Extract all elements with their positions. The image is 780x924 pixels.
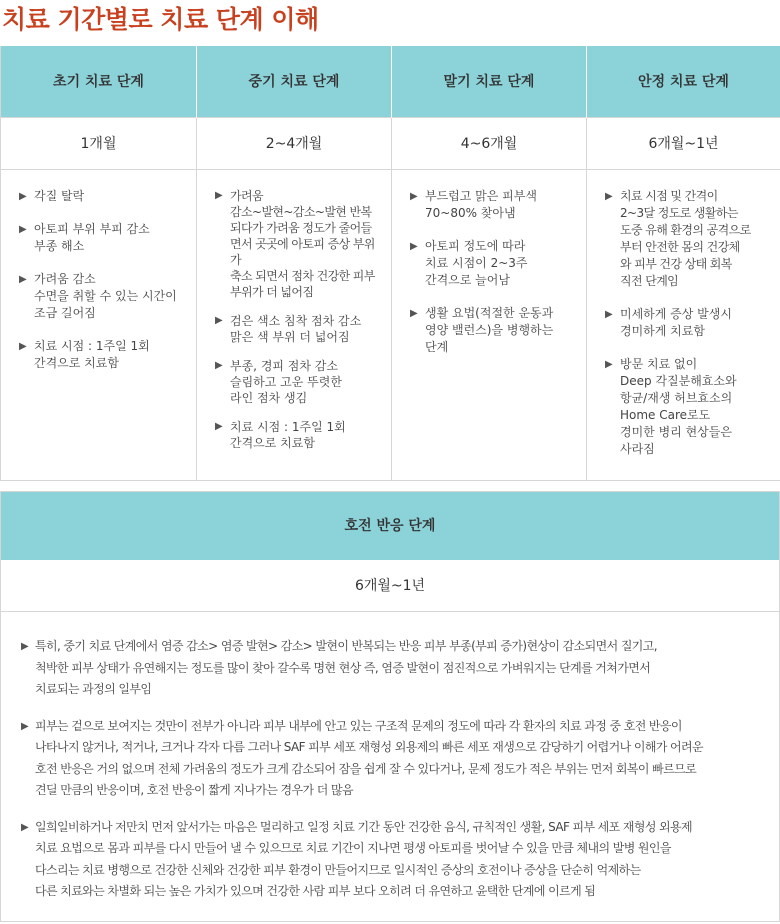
stage-details-late	[392, 169, 587, 480]
arrow-bullet-icon: ▶	[605, 308, 613, 320]
stage-period-stable: 6개월~1년	[587, 117, 780, 169]
list-item	[410, 188, 576, 222]
arrow-bullet-icon: ▶	[215, 189, 223, 201]
arrow-bullet-icon: ▶	[410, 190, 418, 202]
list-item	[19, 338, 186, 372]
stage-item-list	[605, 188, 770, 458]
treatment-stages-table	[0, 46, 780, 481]
item-text: 부종, 경피 점차 감소 슬림하고 고운 뚜렷한 라인 점차 생김	[230, 358, 342, 405]
item-text: 아토피 부위 부피 감소 부종 해소	[34, 221, 150, 253]
arrow-bullet-icon: ▶	[605, 190, 613, 202]
arrow-bullet-icon: ▶	[410, 240, 418, 252]
response-stage-body	[1, 612, 779, 903]
arrow-bullet-icon: ▶	[19, 223, 27, 235]
item-text: 각질 탈락	[34, 188, 85, 203]
item-text: 치료 시점 : 1주일 1회 간격으로 치료함	[34, 338, 150, 370]
stage-period-middle: 2~4개월	[197, 117, 392, 169]
item-text: 생활 요법(적절한 운동과 영양 밸런스)을 병행하는 단계	[425, 305, 554, 354]
response-paragraph	[21, 716, 767, 802]
stage-item-list	[215, 188, 381, 451]
list-item	[410, 238, 576, 289]
item-text: 부드럽고 맑은 피부색 70~80% 찾아냄	[425, 188, 537, 220]
arrow-bullet-icon: ▶	[410, 307, 418, 319]
stage-period-late: 4~6개월	[392, 117, 587, 169]
stage-header-early: 초기 치료 단계	[1, 46, 197, 117]
list-item	[215, 419, 381, 451]
list-item	[215, 313, 381, 345]
arrow-bullet-icon: ▶	[19, 340, 27, 352]
list-item	[605, 306, 770, 340]
item-text: 치료 시점 : 1주일 1회 간격으로 치료함	[230, 419, 346, 450]
arrow-bullet-icon: ▶	[19, 273, 27, 285]
stage-header-late: 말기 치료 단계	[392, 46, 587, 117]
arrow-bullet-icon: ▶	[21, 821, 29, 833]
list-item	[605, 356, 770, 458]
stage-item-list	[410, 188, 576, 356]
arrow-bullet-icon: ▶	[21, 641, 29, 652]
page-title: 치료 기간별로 치료 단계 이해	[2, 5, 319, 34]
response-stage-period: 6개월~1년	[1, 560, 779, 612]
improvement-response-section	[0, 491, 780, 922]
item-text: 가려움 감소~발현~감소~발현 반복 되다가 가려움 정도가 줄어들 면서 곳곳에 아토피 증상 부위가 축소 되면서 점차 건강한 피부 부위가 더 넓어짐	[230, 188, 375, 299]
stage-item-list	[19, 188, 186, 372]
item-text: 가려움 감소 수면을 취할 수 있는 시간이 조금 길어짐	[34, 271, 177, 320]
list-item	[19, 271, 186, 322]
paragraph-text: 피부는 겉으로 보여지는 것만이 전부가 아니라 피부 내부에 안고 있는 구조적 문제의 정도에 따라 각 환자의 치료 과정 중 호전 반응이 나타나지 않거나, 적거나, 크거나 각자 다름 그러나 SAF 피부 세포 재형성 외용제의 빠른 세포 재생으로 감당하기 어렵거나 이해가 어려운 호전 반응은 거의 없으며 전체 가려움의 정도가 크게 감소되어 잠을 쉽게 잘 수 있다거나, 문제 정도가 적은 부위는 먼저 회복이 빠르므로 견딜 만큼의 반응이며, 호전 반응이 짧게 지나가는 경우가 더 많음	[35, 718, 704, 797]
arrow-bullet-icon: ▶	[21, 720, 29, 732]
item-text: 검은 색소 침착 점차 감소 맑은 색 부위 더 넓어짐	[230, 313, 362, 344]
response-stage-header: 호전 반응 단계	[1, 492, 779, 560]
arrow-bullet-icon: ▶	[215, 314, 223, 326]
arrow-bullet-icon: ▶	[215, 420, 223, 432]
paragraph-text: 일희일비하거나 저만치 먼저 앞서가는 마음은 멀리하고 일정 치료 기간 동안 건강한 음식, 규칙적인 생활, SAF 피부 세포 재형성 외용제 치료 요법으로 몸과 피부를 다시 만들어 낼 수 있으므로 치료 기간이 지나면 평생 아토피를 벗어날 수 있을 만큼 체내의 발병 원인을 다스리는 치료 병행으로 건강한 신체와 건강한 피부 환경이 만들어지므로 일시적인 증상의 호전이나 증상을 단순히 억제하는 다른 치료와는 차별화 되는 높은 가치가 있으며 건강한 사람 피부 보다 오히려 더 유연하고 윤택한 단계에 이르게 됨	[35, 819, 693, 898]
item-text: 치료 시점 및 간격이 2~3달 정도로 생활하는 도중 유해 환경의 공격으로 부터 안전한 몸의 건강체 와 피부 건강 상태 회복 직전 단계임	[620, 188, 751, 288]
list-item	[215, 188, 381, 300]
response-paragraph	[21, 817, 767, 903]
list-item	[410, 305, 576, 356]
stage-details-middle	[197, 169, 392, 480]
arrow-bullet-icon: ▶	[19, 190, 27, 202]
stage-header-middle: 중기 치료 단계	[197, 46, 392, 117]
response-paragraph	[21, 636, 767, 701]
paragraph-text: 특히, 중기 치료 단계에서 염증 감소> 염증 발현> 감소> 발현이 반복되는 반응 피부 부종(부피 증가)현상이 감소되면서 질기고, 척박한 피부 상태가 유연해지는 정도를 많이 찾아 갈수록 명현 현상 즉, 염증 발현이 점진적으로 가벼워지는 단계를 거쳐가면서 치료되는 과정의 일부임	[35, 639, 658, 696]
stage-header-stable: 안정 치료 단계	[587, 46, 780, 117]
item-text: 아토피 정도에 따라 치료 시점이 2~3주 간격으로 늘어남	[425, 238, 528, 287]
list-item	[19, 188, 186, 205]
stage-details-early	[1, 169, 197, 480]
stage-details-stable	[587, 169, 780, 480]
list-item	[215, 358, 381, 406]
arrow-bullet-icon: ▶	[605, 358, 613, 370]
item-text: 방문 치료 없이 Deep 각질분해효소와 항균/재생 허브효소의 Home Care로도 경미한 병리 현상들은 사라짐	[620, 356, 737, 456]
stage-period-early: 1개월	[1, 117, 197, 169]
arrow-bullet-icon: ▶	[215, 359, 223, 371]
list-item	[605, 188, 770, 290]
item-text: 미세하게 증상 발생시 경미하게 치료함	[620, 306, 732, 338]
list-item	[19, 221, 186, 255]
